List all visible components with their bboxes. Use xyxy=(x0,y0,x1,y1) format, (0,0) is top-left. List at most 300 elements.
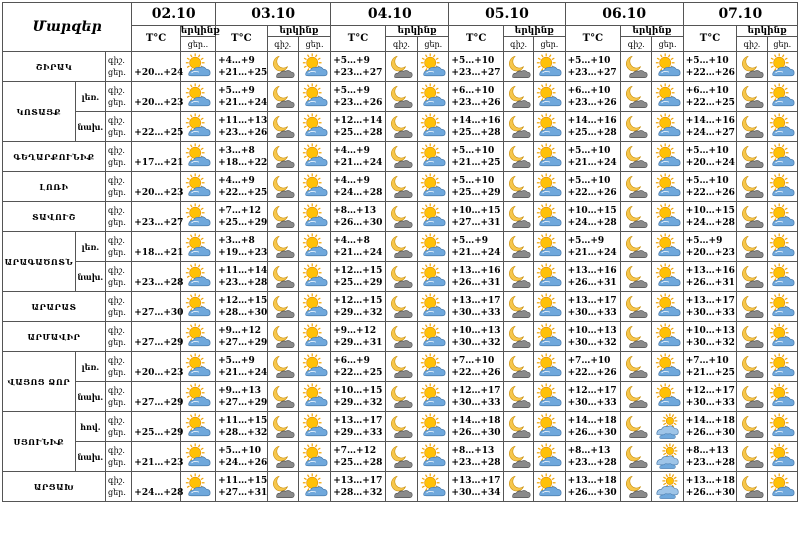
day-temperature: +30…+33 xyxy=(567,307,617,318)
day-night-label xyxy=(106,82,132,112)
night-temperature: +12…+17 xyxy=(451,385,501,396)
temperature-cell xyxy=(683,82,737,112)
sun-cloud-icon xyxy=(767,172,797,202)
temperature-cell xyxy=(216,292,268,322)
moon-cloud-icon xyxy=(503,262,533,292)
sun-cloud-icon xyxy=(534,442,565,472)
temperature-cell xyxy=(449,292,504,322)
night-temperature: +13…+17 xyxy=(333,415,383,426)
temperature-cell xyxy=(132,382,184,412)
night-temperature: +5…+9 xyxy=(451,235,489,246)
night-temperature: +5…+10 xyxy=(567,145,611,156)
moon-cloud-icon xyxy=(737,232,767,262)
night-temperature: +13…+16 xyxy=(685,265,735,276)
temperature-cell xyxy=(449,262,504,292)
sun-cloud-icon xyxy=(767,82,797,112)
sun-cloud-icon xyxy=(652,82,683,112)
forecast-row xyxy=(3,202,798,232)
temperature-cell xyxy=(132,442,184,472)
sun-cloud-icon xyxy=(418,52,449,82)
day-temperature: +25…+29 xyxy=(451,187,501,198)
temperature-value: +25…+29 xyxy=(134,427,184,438)
moon-cloud-icon xyxy=(385,412,417,442)
moon-cloud-icon xyxy=(267,412,298,442)
night-temperature: +5…+10 xyxy=(685,55,729,66)
moon-cloud-icon xyxy=(621,172,652,202)
region-subarea: նախ. xyxy=(75,382,105,412)
day-temperature: +21…+25 xyxy=(451,157,501,168)
sun-cloud-icon xyxy=(534,322,565,352)
night-temperature: +8…+13 xyxy=(685,445,729,456)
sun-cloud-icon xyxy=(767,142,797,172)
day-label: ցեր. xyxy=(108,157,126,167)
day-temperature: +25…+29 xyxy=(333,277,383,288)
sun-cloud-icon xyxy=(767,232,797,262)
night-temperature: +14…+16 xyxy=(451,115,501,126)
sun-cloud-icon xyxy=(652,172,683,202)
region-subarea: լեռ. xyxy=(75,82,105,112)
day-temperature: +21…+24 xyxy=(333,247,383,258)
temperature-cell xyxy=(216,472,268,502)
temperature-cell xyxy=(132,112,184,142)
weather-forecast-table xyxy=(2,2,798,502)
day-night-label xyxy=(106,352,132,382)
region-subarea: նախ. xyxy=(75,262,105,292)
moon-cloud-icon xyxy=(621,52,652,82)
day-temperature: +22…+26 xyxy=(685,187,735,198)
date-header-5: 06.10 xyxy=(565,3,683,26)
temperature-value: +20…+23 xyxy=(134,187,184,198)
temperature-cell xyxy=(565,142,621,172)
temperature-cell xyxy=(132,82,184,112)
sun-cloud-icon xyxy=(418,352,449,382)
day-label: ցեր. xyxy=(108,187,126,197)
temperature-cell xyxy=(331,112,386,142)
temperature-cell xyxy=(216,82,268,112)
sun-cloud-icon xyxy=(298,112,330,142)
night-temperature: +10…+15 xyxy=(685,205,735,216)
sun-cloud-icon xyxy=(418,202,449,232)
sun-cloud-icon xyxy=(298,442,330,472)
temperature-cell xyxy=(683,382,737,412)
temperature-cell xyxy=(132,262,184,292)
day-temperature: +21…+25 xyxy=(218,67,268,78)
day-temperature: +22…+25 xyxy=(685,97,735,108)
moon-cloud-icon xyxy=(385,82,417,112)
cloud-sun-icon xyxy=(652,472,683,502)
night-temperature: +5…+9 xyxy=(567,235,605,246)
moon-cloud-icon xyxy=(385,382,417,412)
temperature-cell xyxy=(132,472,184,502)
temperature-cell xyxy=(331,262,386,292)
temp-header: T°C xyxy=(132,26,180,52)
night-temperature: +5…+9 xyxy=(333,85,370,96)
forecast-row xyxy=(3,232,798,262)
temperature-cell xyxy=(683,352,737,382)
region-subarea: նախ. xyxy=(75,442,105,472)
sky-header: երկինք xyxy=(621,26,684,37)
day-label: ցեր. xyxy=(108,427,126,437)
temperature-cell xyxy=(331,472,386,502)
night-label: գիշ. xyxy=(108,235,125,245)
day-temperature: +26…+30 xyxy=(451,427,501,438)
temperature-cell xyxy=(331,142,386,172)
temperature-cell xyxy=(683,262,737,292)
sun-cloud-icon xyxy=(534,412,565,442)
sun-cloud-icon xyxy=(418,412,449,442)
sun-cloud-icon xyxy=(767,322,797,352)
day-night-label xyxy=(106,52,132,82)
day-label: ցեր. xyxy=(108,217,126,227)
temperature-cell xyxy=(683,52,737,82)
night-label: գիշ. xyxy=(108,295,125,305)
sun-cloud-icon xyxy=(534,382,565,412)
moon-cloud-icon xyxy=(621,292,652,322)
sun-cloud-icon xyxy=(180,382,215,412)
sun-cloud-icon xyxy=(180,292,215,322)
temperature-cell xyxy=(216,382,268,412)
region-name: ՇԻՐԱԿ xyxy=(3,52,106,82)
sun-cloud-icon xyxy=(767,52,797,82)
day-night-label xyxy=(106,172,132,202)
night-label: գիշ. xyxy=(108,85,125,95)
day-night-label xyxy=(106,472,132,502)
night-temperature: +13…+17 xyxy=(451,475,501,486)
night-label: գիշ. xyxy=(108,145,125,155)
day-temperature: +27…+29 xyxy=(218,337,268,348)
night-temperature: +12…+17 xyxy=(685,385,735,396)
temp-header: T°C xyxy=(683,26,737,52)
day-temperature: +23…+26 xyxy=(567,97,617,108)
moon-cloud-icon xyxy=(267,322,298,352)
temperature-cell xyxy=(449,202,504,232)
night-temperature: +8…+13 xyxy=(567,445,611,456)
region-name: ԼՈՌԻ xyxy=(3,172,106,202)
night-temperature: +7…+10 xyxy=(451,355,495,366)
temperature-cell xyxy=(132,172,184,202)
moon-cloud-icon xyxy=(737,172,767,202)
moon-cloud-icon xyxy=(737,472,767,502)
temperature-cell xyxy=(683,292,737,322)
day-temperature: +22…+26 xyxy=(567,187,617,198)
night-temperature: +14…+18 xyxy=(567,415,617,426)
moon-cloud-icon xyxy=(503,142,533,172)
day-temperature: +25…+28 xyxy=(333,457,383,468)
region-name: ԱՐԱՐԱՏ xyxy=(3,292,106,322)
sun-cloud-icon xyxy=(534,292,565,322)
sun-cloud-icon xyxy=(767,112,797,142)
sun-cloud-icon xyxy=(767,202,797,232)
moon-cloud-icon xyxy=(385,142,417,172)
sun-cloud-icon xyxy=(534,52,565,82)
date-header-4: 05.10 xyxy=(449,3,565,26)
moon-cloud-icon xyxy=(267,292,298,322)
sub-header-day: ցեր. xyxy=(534,37,565,52)
moon-cloud-icon xyxy=(737,352,767,382)
temperature-cell xyxy=(216,52,268,82)
temperature-cell xyxy=(216,112,268,142)
day-temperature: +20…+23 xyxy=(685,247,735,258)
sun-cloud-icon xyxy=(652,352,683,382)
night-label: գիշ. xyxy=(108,325,125,335)
temperature-cell xyxy=(216,172,268,202)
region-name: ՎԱՅՈՑ ՁՈՐ xyxy=(3,352,76,412)
day-temperature: +26…+31 xyxy=(567,277,617,288)
day-temperature: +22…+26 xyxy=(685,67,735,78)
night-temperature: +7…+12 xyxy=(333,445,377,456)
sun-cloud-icon xyxy=(298,232,330,262)
sun-cloud-icon xyxy=(180,412,215,442)
day-temperature: +25…+28 xyxy=(567,127,617,138)
temperature-value: +20…+23 xyxy=(134,97,184,108)
day-label: ցեր. xyxy=(108,97,126,107)
sun-cloud-icon xyxy=(180,352,215,382)
temperature-cell xyxy=(565,352,621,382)
day-night-label xyxy=(106,382,132,412)
moon-cloud-icon xyxy=(385,262,417,292)
moon-cloud-icon xyxy=(621,112,652,142)
sun-cloud-icon xyxy=(534,142,565,172)
night-temperature: +7…+10 xyxy=(685,355,729,366)
region-name: ՍՅՈՒՆԻՔ xyxy=(3,412,76,472)
night-temperature: +7…+12 xyxy=(218,205,261,216)
day-temperature: +30…+32 xyxy=(451,337,501,348)
sun-cloud-icon xyxy=(180,82,215,112)
day-temperature: +30…+33 xyxy=(685,307,735,318)
temperature-cell xyxy=(565,442,621,472)
night-temperature: +10…+15 xyxy=(333,385,383,396)
temperature-cell xyxy=(331,412,386,442)
day-night-label xyxy=(106,142,132,172)
day-temperature: +30…+33 xyxy=(451,307,501,318)
forecast-row xyxy=(3,172,798,202)
night-temperature: +10…+13 xyxy=(685,325,735,336)
moon-cloud-icon xyxy=(385,232,417,262)
sun-cloud-icon xyxy=(180,172,215,202)
sun-cloud-icon xyxy=(767,442,797,472)
moon-cloud-icon xyxy=(503,322,533,352)
temperature-cell xyxy=(449,382,504,412)
temperature-value: +23…+28 xyxy=(134,277,184,288)
day-temperature: +24…+27 xyxy=(685,127,735,138)
temperature-cell xyxy=(565,202,621,232)
sub-header-night: գիշ. xyxy=(621,37,652,52)
temperature-cell xyxy=(449,52,504,82)
day-temperature: +30…+32 xyxy=(685,337,735,348)
temp-header: T°C xyxy=(565,26,621,52)
sun-cloud-icon xyxy=(180,232,215,262)
night-temperature: +4…+8 xyxy=(333,235,370,246)
sun-cloud-icon xyxy=(534,112,565,142)
sun-cloud-icon xyxy=(418,262,449,292)
sun-cloud-icon xyxy=(180,52,215,82)
day-label: ցեր. xyxy=(108,247,126,257)
night-temperature: +4…+9 xyxy=(333,175,370,186)
day-temperature: +26…+31 xyxy=(451,277,501,288)
night-temperature: +11…+15 xyxy=(218,475,268,486)
day-temperature: +23…+28 xyxy=(451,457,501,468)
night-temperature: +12…+15 xyxy=(218,295,268,306)
moon-cloud-icon xyxy=(621,82,652,112)
day-temperature: +21…+24 xyxy=(218,367,268,378)
temperature-cell xyxy=(683,172,737,202)
temperature-cell xyxy=(132,292,184,322)
night-temperature: +5…+9 xyxy=(218,355,255,366)
day-label: ցեր. xyxy=(108,67,126,77)
moon-cloud-icon xyxy=(503,172,533,202)
day-night-label xyxy=(106,292,132,322)
moon-cloud-icon xyxy=(267,142,298,172)
day-temperature: +20…+24 xyxy=(685,157,735,168)
temperature-cell xyxy=(132,412,184,442)
sun-cloud-icon xyxy=(418,232,449,262)
temperature-cell xyxy=(565,472,621,502)
night-temperature: +5…+10 xyxy=(685,175,729,186)
day-label: ցեր. xyxy=(108,277,126,287)
night-temperature: +12…+14 xyxy=(333,115,383,126)
moon-cloud-icon xyxy=(737,292,767,322)
sun-cloud-icon xyxy=(418,82,449,112)
moon-cloud-icon xyxy=(621,142,652,172)
temperature-cell xyxy=(216,352,268,382)
moon-cloud-icon xyxy=(385,202,417,232)
night-temperature: +10…+15 xyxy=(567,205,617,216)
night-temperature: +11…+13 xyxy=(218,115,268,126)
region-name: ԱՐԱԳԱԾՈՏՆ xyxy=(3,232,76,292)
moon-cloud-icon xyxy=(267,202,298,232)
temperature-cell xyxy=(132,352,184,382)
date-header-2: 03.10 xyxy=(216,3,331,26)
sub-header-night: գիշ. xyxy=(385,37,417,52)
sun-cloud-icon xyxy=(652,142,683,172)
day-temperature: +25…+28 xyxy=(451,127,501,138)
temperature-cell xyxy=(331,232,386,262)
sun-cloud-icon xyxy=(418,112,449,142)
night-temperature: +6…+9 xyxy=(333,355,370,366)
night-label: գիշ. xyxy=(108,265,125,275)
night-temperature: +3…+8 xyxy=(218,235,255,246)
forecast-row xyxy=(3,382,798,412)
night-temperature: +14…+18 xyxy=(685,415,735,426)
moon-cloud-icon xyxy=(621,322,652,352)
sub-header-day: ցեր. xyxy=(652,37,683,52)
day-temperature: +30…+33 xyxy=(685,397,735,408)
temperature-cell xyxy=(216,232,268,262)
sun-cloud-icon xyxy=(534,352,565,382)
sun-cloud-icon xyxy=(767,352,797,382)
moon-cloud-icon xyxy=(267,262,298,292)
day-temperature: +22…+25 xyxy=(333,367,383,378)
moon-cloud-icon xyxy=(503,232,533,262)
day-temperature: +30…+33 xyxy=(451,397,501,408)
temperature-cell xyxy=(331,172,386,202)
day-night-label xyxy=(106,442,132,472)
temperature-value: +18…+21 xyxy=(134,247,184,258)
night-temperature: +5…+10 xyxy=(451,55,495,66)
moon-cloud-icon xyxy=(737,262,767,292)
night-temperature: +13…+16 xyxy=(567,265,617,276)
night-temperature: +13…+18 xyxy=(567,475,617,486)
day-temperature: +24…+28 xyxy=(685,217,735,228)
temperature-cell xyxy=(216,142,268,172)
moon-cloud-icon xyxy=(503,382,533,412)
day-temperature: +27…+29 xyxy=(218,397,268,408)
temperature-cell xyxy=(449,142,504,172)
forecast-row xyxy=(3,262,798,292)
sun-cloud-icon xyxy=(180,472,215,502)
night-temperature: +10…+13 xyxy=(567,325,617,336)
forecast-row xyxy=(3,412,798,442)
night-temperature: +12…+15 xyxy=(333,295,383,306)
night-temperature: +5…+10 xyxy=(218,445,261,456)
night-label: գիշ. xyxy=(108,415,125,425)
date-header-1: 02.10 xyxy=(132,3,216,26)
moon-cloud-icon xyxy=(267,352,298,382)
day-label: ցեր. xyxy=(108,307,126,317)
moon-cloud-icon xyxy=(385,442,417,472)
forecast-row xyxy=(3,52,798,82)
night-temperature: +12…+17 xyxy=(567,385,617,396)
day-night-label xyxy=(106,322,132,352)
day-temperature: +25…+28 xyxy=(333,127,383,138)
temperature-cell xyxy=(565,382,621,412)
temperature-cell xyxy=(683,232,737,262)
moon-cloud-icon xyxy=(267,442,298,472)
day-temperature: +23…+28 xyxy=(218,277,268,288)
night-temperature: +13…+18 xyxy=(685,475,735,486)
moon-cloud-icon xyxy=(737,322,767,352)
night-label: գիշ. xyxy=(108,115,125,125)
night-temperature: +13…+17 xyxy=(567,295,617,306)
sun-cloud-icon xyxy=(298,472,330,502)
moon-cloud-icon xyxy=(503,52,533,82)
temperature-cell xyxy=(683,442,737,472)
forecast-row xyxy=(3,442,798,472)
sun-cloud-icon xyxy=(298,412,330,442)
region-subarea: լեռ. xyxy=(75,352,105,382)
regions-header: Մարզեր xyxy=(3,3,132,52)
sun-cloud-icon xyxy=(534,262,565,292)
sun-cloud-icon xyxy=(534,82,565,112)
night-temperature: +6…+10 xyxy=(685,85,729,96)
night-temperature: +9…+12 xyxy=(333,325,377,336)
temperature-cell xyxy=(216,202,268,232)
day-temperature: +23…+26 xyxy=(333,97,383,108)
day-temperature: +21…+24 xyxy=(451,247,501,258)
region-name: ԱՐՄԱՎԻՐ xyxy=(3,322,106,352)
night-label: գիշ. xyxy=(108,55,125,65)
moon-cloud-icon xyxy=(267,382,298,412)
sun-cloud-icon xyxy=(767,382,797,412)
day-temperature: +19…+23 xyxy=(218,247,268,258)
night-temperature: +8…+13 xyxy=(451,445,495,456)
night-temperature: +13…+17 xyxy=(333,475,383,486)
day-temperature: +23…+27 xyxy=(567,67,617,78)
night-label: գիշ. xyxy=(108,475,125,485)
temperature-cell xyxy=(216,442,268,472)
day-temperature: +27…+31 xyxy=(451,217,501,228)
region-name: ԱՐՑԱԽ xyxy=(3,472,106,502)
moon-cloud-icon xyxy=(621,262,652,292)
night-temperature: +4…+9 xyxy=(333,145,370,156)
night-temperature: +11…+15 xyxy=(218,415,268,426)
night-label: գիշ. xyxy=(108,445,125,455)
day-temperature: +22…+26 xyxy=(567,367,617,378)
moon-cloud-icon xyxy=(267,52,298,82)
moon-cloud-icon xyxy=(737,82,767,112)
night-temperature: +6…+10 xyxy=(451,85,495,96)
moon-cloud-icon xyxy=(503,82,533,112)
